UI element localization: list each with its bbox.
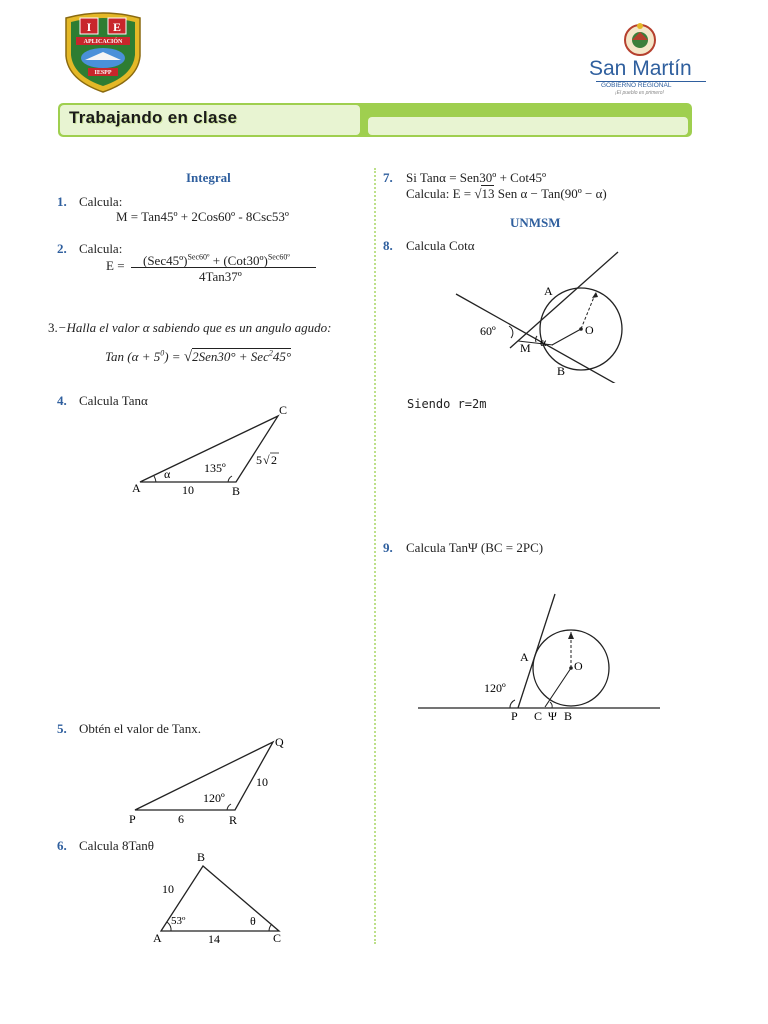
section-title-unmsm: UNMSM xyxy=(510,215,561,230)
problem-5-triangle-figure xyxy=(125,730,300,830)
problem-2-lhs: E = xyxy=(106,258,125,273)
problem-6-vertex-c: C xyxy=(273,931,282,945)
problem-8-angle-60: 60º xyxy=(480,324,496,338)
problem-4-side-bc-rad: 2 xyxy=(271,453,277,467)
region-tagline: ¡El pueblo es primero! xyxy=(615,90,664,96)
problem-5-label: Obtén el valor de Tanx. xyxy=(79,721,201,736)
problem-8-center-o: O xyxy=(585,323,594,337)
problem-7-expression: Calcula: E = √13 Sen α − Tan(90º − α) xyxy=(406,186,607,201)
problem-9-center-o: O xyxy=(574,659,583,673)
problem-6-angle-53: 53º xyxy=(171,915,186,927)
region-subtitle: GOBIERNO REGIONAL xyxy=(601,82,672,89)
problem-5-vertex-r: R xyxy=(229,813,238,827)
problem-9-number: 9. xyxy=(383,540,393,555)
problem-9-label: Calcula TanΨ (BC = 2PC) xyxy=(406,540,544,555)
problem-4-triangle-figure xyxy=(120,400,300,500)
problem-4-vertex-a: A xyxy=(132,481,141,495)
problem-8-point-a: A xyxy=(544,284,553,298)
problem-9-point-a: A xyxy=(520,650,529,664)
problem-5-vertex-p: P xyxy=(129,812,136,826)
region-name: San Martín xyxy=(589,57,692,80)
problem-6-vertex-a: A xyxy=(153,931,162,945)
problem-7-number: 7. xyxy=(383,170,393,185)
problem-5-vertex-q: Q xyxy=(275,735,284,749)
problem-9-circle-figure xyxy=(414,590,664,725)
problem-4-angle-alpha: α xyxy=(164,467,171,481)
problem-4-vertex-c: C xyxy=(279,403,288,417)
problem-5-number: 5. xyxy=(57,721,67,736)
logo-letter-i: I xyxy=(86,20,92,34)
problem-4-side-ab: 10 xyxy=(182,483,194,497)
problem-9-point-p: P xyxy=(511,709,518,723)
problem-8-number: 8. xyxy=(383,238,393,253)
column-divider xyxy=(374,168,376,944)
problem-2-number: 2. xyxy=(57,241,67,256)
problem-1-label: Calcula: xyxy=(79,194,123,209)
problem-9-point-b: B xyxy=(564,709,573,723)
logo-letter-e: E xyxy=(112,20,122,34)
problem-4-side-bc-coef: 5 xyxy=(256,453,262,467)
problem-9-point-c: C xyxy=(534,709,543,723)
problem-9-angle-psi: Ψ xyxy=(548,709,557,723)
region-emblem-icon xyxy=(618,22,662,58)
section-title-integral: Integral xyxy=(186,170,231,185)
svg-text:√: √ xyxy=(263,453,270,467)
problem-6-side-ac: 14 xyxy=(208,932,220,946)
problem-2-denominator: 4Tan37º xyxy=(199,269,242,284)
problem-6-triangle-figure xyxy=(145,848,295,948)
problem-6-side-ab: 10 xyxy=(162,882,174,896)
problem-2-numerator: (Sec45º)$^{Sec60º}$ + (Cot30º)$^{Sec60º}$ xyxy=(143,252,290,268)
logo-line-iespp: IESPP xyxy=(94,70,112,76)
problem-8-point-b: B xyxy=(557,364,566,378)
banner-title: Trabajando en clase xyxy=(69,108,238,127)
problem-8-angle-alpha: α xyxy=(540,335,547,349)
problem-9-angle-120: 120º xyxy=(484,681,506,695)
problem-8-point-m: M xyxy=(520,341,531,355)
problem-5-side-rq: 10 xyxy=(256,775,268,789)
problem-1-expression: M = Tan45º + 2Cos60º - 8Csc53º xyxy=(116,209,289,224)
problem-4-vertex-b: B xyxy=(232,484,241,498)
problem-3-statement: 3.−Halla el valor α sabiendo que es un angulo agudo: xyxy=(48,320,332,335)
problem-8-note: Siendo r=2m xyxy=(407,397,487,411)
problem-5-side-pr: 6 xyxy=(178,812,184,826)
school-shield-logo xyxy=(60,10,146,94)
problem-6-vertex-b: B xyxy=(197,850,206,864)
problem-7-given: Si Tanα = Sen30º + Cot45º xyxy=(406,170,546,185)
problem-6-angle-theta: θ xyxy=(250,914,256,928)
problem-6-number: 6. xyxy=(57,838,67,853)
problem-4-label: Calcula Tanα xyxy=(79,393,148,408)
problem-1-number: 1. xyxy=(57,194,67,209)
problem-4-angle-135: 135º xyxy=(204,461,226,475)
problem-6-label: Calcula 8Tanθ xyxy=(79,838,154,853)
problem-2-fraction-bar xyxy=(131,267,316,268)
problem-5-angle-120: 120º xyxy=(203,791,225,805)
problem-3-equation: Tan $(\alpha + 5^0) = √2Sen30^\circ + Sec^245^\circ$ xyxy=(105,348,292,365)
logo-line-aplicacion: APLICACIÓN xyxy=(83,39,123,45)
problem-2-label: Calcula: xyxy=(79,241,123,256)
problem-4-number: 4. xyxy=(57,393,67,408)
problem-8-circle-figure xyxy=(440,248,660,383)
problem-8-label: Calcula Cotα xyxy=(406,238,475,253)
